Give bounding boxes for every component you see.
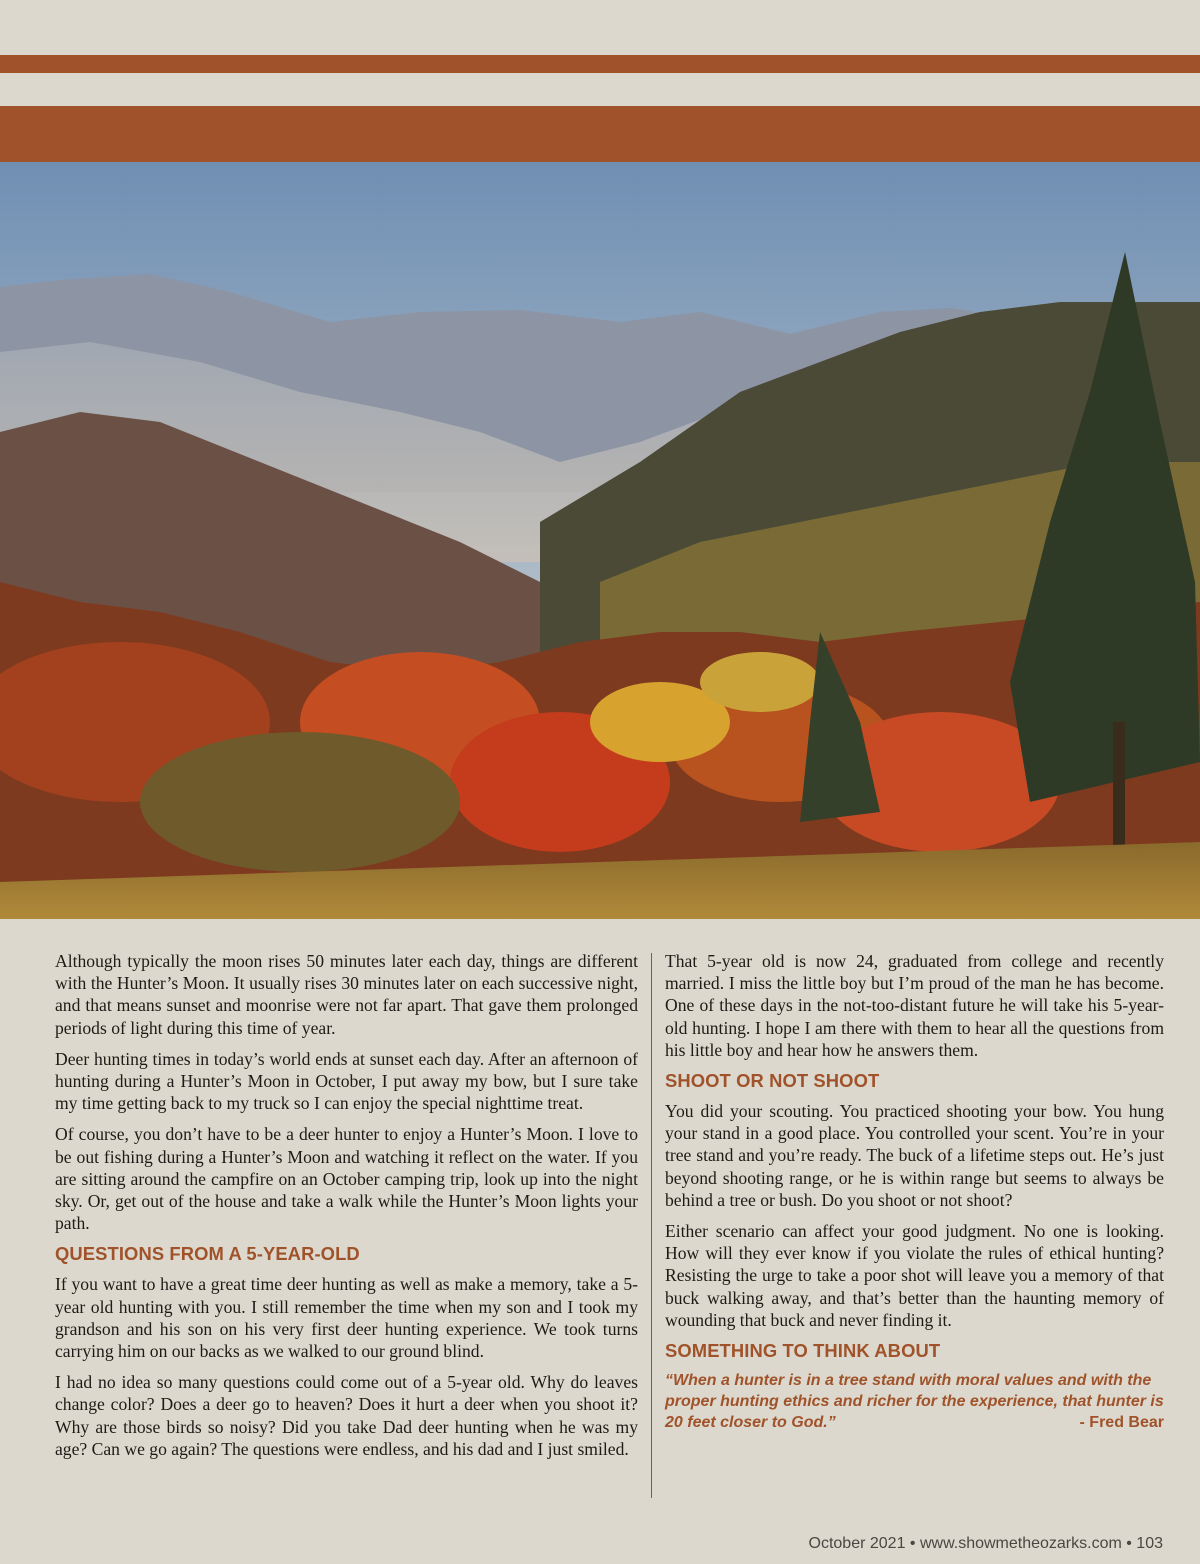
paragraph: I had no idea so many questions could come out of a 5-year old. Why do leaves change color? Does a deer go to heaven? Does it hurt a deer when you shoot it? Why are those birds so noisy? Did you take Dad deer hunting when he was my age? Can we go again? The questions were endless, and his dad and I just smiled. xyxy=(55,1372,638,1459)
landscape-illustration xyxy=(0,162,1200,919)
section-heading: SHOOT OR NOT SHOOT xyxy=(665,1070,880,1092)
paragraph: You did your scouting. You practiced shooting your bow. You hung your stand in a good place. You controlled your scent. You’re in your tree stand and you’re ready. The buck of a lifetime steps out. He’s just beyond shooting range, or he is within range but seems to always be behind a tree or bush. Do you shoot or not shoot? xyxy=(665,1101,1164,1210)
paragraph: If you want to have a great time deer hunting as well as make a memory, take a 5-year old hunting with you. I still remember the time when my son and I took my grandson and his son on his very first deer hunting experience. We took turns carrying him on our backs as we walked to our ground blind. xyxy=(55,1274,638,1362)
paragraph: Deer hunting times in today’s world ends at sunset each day. After an afternoon of hunting during a Hunter’s Moon in October, I put away my bow, but I sure take my time getting back to my truck so I can enjoy the special nighttime treat. xyxy=(55,1048,638,1114)
pull-quote: “When a hunter is in a tree stand with moral values and with the proper hunting ethics and richer for the experience, that hunter is 20 feet closer to God.” xyxy=(665,1372,1164,1432)
article-left-column xyxy=(55,950,638,1469)
hero-landscape-image xyxy=(0,162,1200,919)
quote-attribution: - Fred Bear xyxy=(1079,1414,1164,1432)
paragraph: Of course, you don’t have to be a deer hunter to enjoy a Hunter’s Moon. I love to be out fishing during a Hunter’s Moon and watching it reflect on the water. If you are sitting around the campfire on an October camping trip, look up into the night sky. Or, get out of the house and take a walk while the Hunter’s Moon lights your path. xyxy=(55,1124,638,1234)
paragraph: Either scenario can affect your good judgment. No one is looking. How will they ever know if you violate the rules of ethical hunting? Resisting the urge to take a poor shot will leave you a memory of that buck walking away, and that’s better than the haunting memory of wounding that buck and never finding it. xyxy=(665,1221,1164,1330)
page-footer-folio: October 2021 • www.showmetheozarks.com • 103 xyxy=(808,1535,1163,1552)
paragraph: That 5-year old is now 24, graduated from college and recently married. I miss the little boy but I’m proud of the man he has become. One of these days in the not-too-distant future he will take his 5-year-old hunting. I hope I am there with them to hear all the questions from his little boy and hear how he answers them. xyxy=(665,951,1164,1060)
article-right-column xyxy=(665,950,1164,1433)
section-heading: QUESTIONS FROM A 5-YEAR-OLD xyxy=(55,1243,360,1265)
section-heading: SOMETHING TO THINK ABOUT xyxy=(665,1340,941,1362)
column-divider xyxy=(651,953,652,1498)
top-decorative-band xyxy=(0,55,1200,73)
paragraph: Although typically the moon rises 50 minutes later each day, things are different with the Hunter’s Moon. It usually rises 30 minutes later on each successive night, and that means sunset and moonrise were not far apart. That gave them prolonged periods of light during this time of year. xyxy=(55,951,638,1038)
header-decorative-band xyxy=(0,106,1200,162)
